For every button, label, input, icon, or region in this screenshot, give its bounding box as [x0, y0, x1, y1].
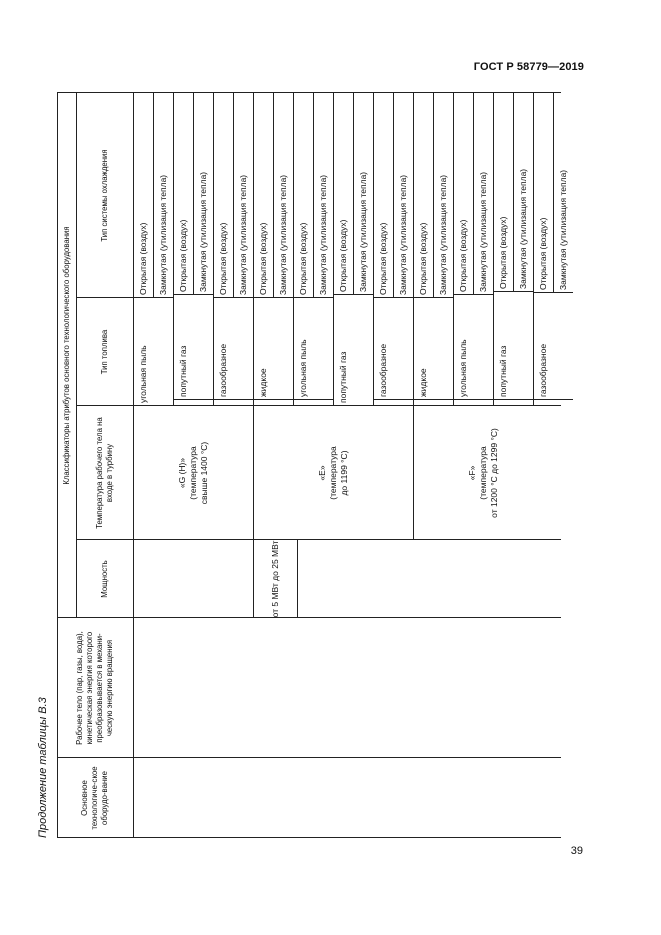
grid-line: [273, 93, 274, 298]
grid-line: [293, 93, 294, 406]
grid-line: [473, 294, 493, 295]
cooling-cell: Замкнутая (утилизация тепла): [317, 174, 328, 295]
grid-line: [313, 93, 314, 298]
cooling-cell: Открытая (воздух): [537, 217, 548, 290]
grid-line: [57, 617, 561, 618]
grid-line: [293, 399, 333, 400]
grid-line: [333, 294, 353, 295]
grid-line: [253, 93, 254, 406]
fuel-cell: газообразное: [377, 343, 388, 397]
fuel-cell: угольная пыль: [137, 345, 148, 403]
grid-line: [153, 93, 154, 298]
cooling-cell: Открытая (воздух): [137, 222, 148, 295]
grid-line: [213, 399, 253, 400]
grid-line: [453, 93, 454, 406]
grid-line: [76, 297, 133, 298]
standard-header: ГОСТ Р 58779—2019: [473, 61, 584, 73]
cooling-cell: Открытая (воздух): [217, 222, 228, 295]
grid-line: [297, 540, 298, 618]
grid-line: [553, 93, 554, 293]
header-fuel: Тип топлива: [99, 329, 109, 375]
temperature-f: «F» (температура от 1200 °С до 1299 °С): [466, 428, 499, 518]
table-border: [57, 93, 58, 838]
cooling-cell: Открытая (воздух): [377, 222, 388, 295]
grid-line: [313, 297, 333, 298]
cooling-cell: Открытая (воздух): [457, 219, 468, 292]
grid-line: [533, 93, 534, 406]
grid-line: [173, 93, 174, 406]
grid-line: [533, 399, 573, 400]
cooling-cell: Открытая (воздух): [257, 222, 268, 295]
grid-line: [353, 294, 373, 295]
header-attributes-group: Классификаторы атрибутов основного технологического оборудования: [61, 226, 71, 485]
grid-line: [433, 93, 434, 298]
grid-line: [493, 291, 513, 292]
grid-line: [373, 93, 374, 406]
grid-line: [493, 93, 494, 406]
grid-line: [253, 540, 254, 618]
page-number: 39: [570, 845, 583, 857]
grid-line: [133, 297, 153, 298]
header-equipment: Основное технологиче-ское оборудо-вание: [80, 766, 109, 830]
grid-line: [433, 297, 453, 298]
cooling-cell: Открытая (воздух): [417, 222, 428, 295]
rotated-table: [37, 93, 568, 838]
temperature-g: «G (H)» (температура свыше 1400 °С): [176, 441, 209, 505]
cooling-cell: Замкнутая (утилизация тепла): [477, 171, 488, 292]
cooling-cell: Замкнутая (утилизация тепла): [197, 171, 208, 292]
table-caption: Продолжение таблицы В.3: [37, 697, 49, 838]
grid-line: [273, 297, 293, 298]
table-border: [57, 92, 561, 93]
cooling-cell: Открытая (воздух): [297, 222, 308, 295]
grid-line: [413, 297, 433, 298]
grid-line: [193, 93, 194, 295]
grid-line: [373, 399, 413, 400]
grid-line: [293, 297, 313, 298]
power-value: от 5 МВт до 25 МВт: [269, 540, 280, 618]
fuel-cell: попутный газ: [497, 345, 508, 397]
grid-line: [173, 294, 193, 295]
fuel-cell: угольная пыль: [457, 339, 468, 397]
grid-line: [233, 93, 234, 298]
grid-line: [213, 93, 214, 406]
fuel-cell: газообразное: [537, 343, 548, 397]
fuel-cell: газообразное: [217, 343, 228, 397]
header-cooling: Тип системы охлаждения: [99, 149, 109, 242]
cooling-cell: Замкнутая (утилизация тепла): [517, 168, 528, 289]
grid-line: [76, 539, 561, 540]
fuel-cell: жидкое: [257, 368, 268, 397]
grid-line: [493, 399, 533, 400]
grid-line: [213, 297, 233, 298]
grid-line: [473, 93, 474, 295]
cooling-cell: Открытая (воздух): [177, 219, 188, 292]
temperature-e: «E» (температура до 1199 °С): [316, 446, 349, 500]
fuel-cell: угольная пыль: [297, 339, 308, 397]
grid-line: [233, 297, 253, 298]
grid-line: [413, 406, 414, 540]
grid-line: [413, 399, 453, 400]
grid-line: [393, 297, 413, 298]
grid-line: [513, 291, 533, 292]
cooling-cell: Замкнутая (утилизация тепла): [397, 174, 408, 295]
cooling-cell: Замкнутая (утилизация тепла): [277, 174, 288, 295]
grid-line: [253, 406, 254, 540]
cooling-cell: Открытая (воздух): [337, 219, 348, 292]
cooling-cell: Открытая (воздух): [497, 216, 508, 289]
cooling-cell: Замкнутая (утилизация тепла): [237, 174, 248, 295]
grid-line: [393, 93, 394, 298]
fuel-cell: попутный газ: [337, 351, 348, 403]
grid-line: [353, 93, 354, 295]
grid-line: [453, 399, 493, 400]
cooling-cell: Замкнутая (утилизация тепла): [557, 169, 568, 290]
fuel-cell: жидкое: [417, 368, 428, 397]
grid-line: [513, 93, 514, 292]
grid-line: [76, 405, 561, 406]
grid-line: [553, 292, 573, 293]
table-border: [57, 837, 561, 838]
header-temperature: Температура рабочего тела на входе в турбину: [94, 417, 114, 529]
cooling-cell: Замкнутая (утилизация тепла): [357, 171, 368, 292]
header-power: Мощность: [99, 560, 109, 598]
header-working-fluid: Рабочее тело (пар, газы, вода), кинетическая энергия которого преобразовывается в механи-ческую энергию вращения: [75, 631, 114, 745]
grid-line: [533, 292, 553, 293]
grid-line: [453, 294, 473, 295]
grid-line: [57, 757, 561, 758]
grid-line: [173, 399, 213, 400]
grid-line: [333, 93, 334, 406]
grid-line: [413, 93, 414, 406]
grid-line: [193, 294, 213, 295]
cooling-cell: Замкнутая (утилизация тепла): [437, 174, 448, 295]
cooling-cell: Замкнутая (утилизация тепла): [157, 174, 168, 295]
fuel-cell: попутный газ: [177, 345, 188, 397]
grid-line: [253, 297, 273, 298]
grid-line: [253, 399, 293, 400]
table-border: [133, 93, 134, 838]
grid-line: [373, 297, 393, 298]
grid-line: [153, 297, 173, 298]
